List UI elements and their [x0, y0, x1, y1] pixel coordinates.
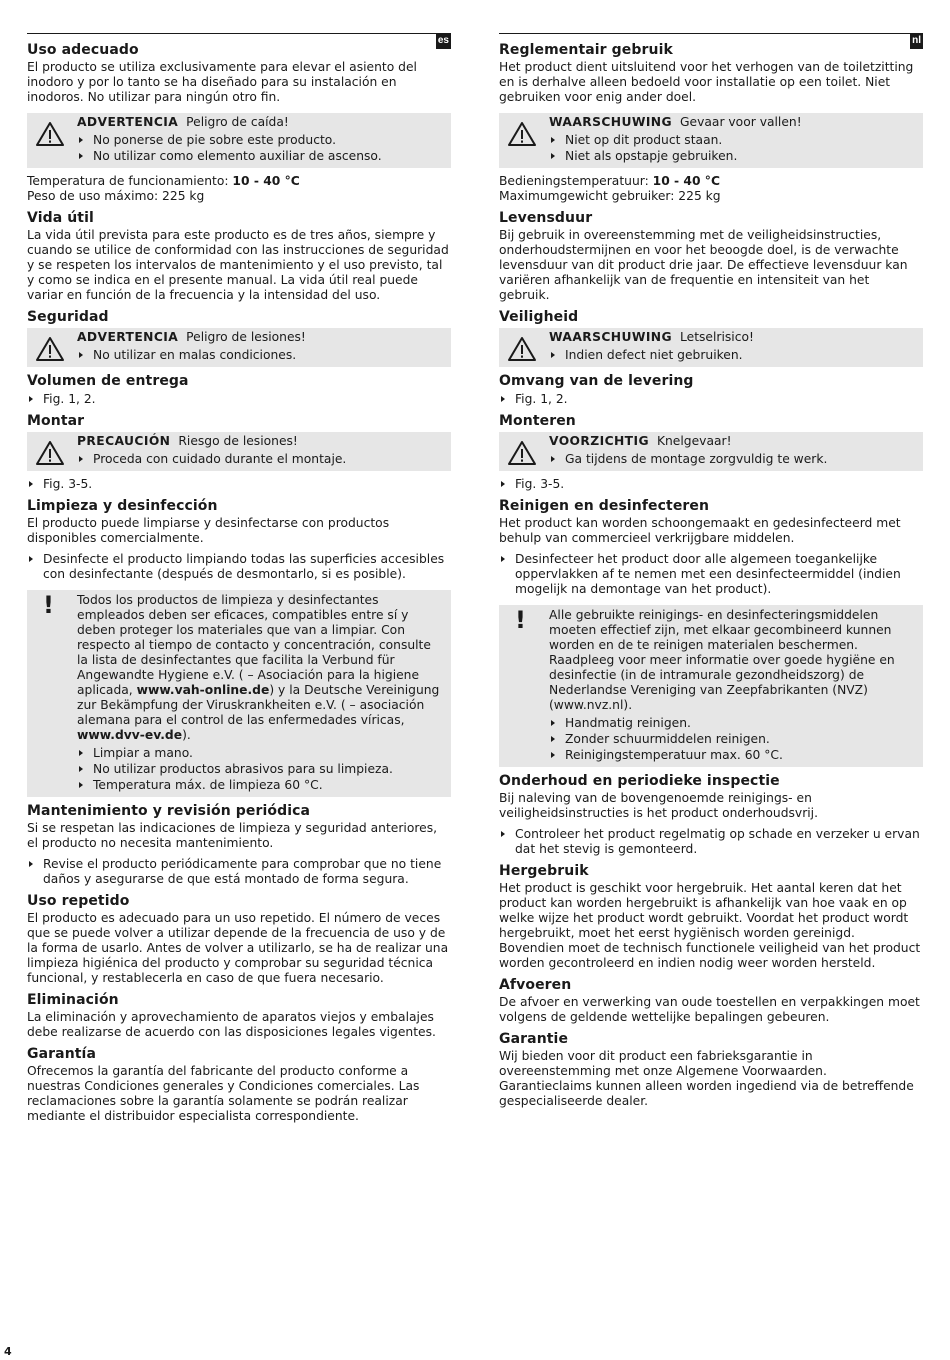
signal-word: ADVERTENCIA	[77, 330, 179, 344]
section-title: Reinigen en desinfecteren	[499, 498, 710, 514]
list-item: Fig. 1, 2.	[27, 392, 451, 407]
list-item: Desinfecteer het product door alle algemeen toegankelijke oppervlakken af te nemen met een desinfecteermiddel (indien mogelijk na demontage van het product).	[499, 552, 923, 597]
warning-message: Peligro de caída!	[186, 115, 289, 129]
warning-triangle-icon	[507, 121, 537, 147]
warning-triangle-icon	[35, 336, 65, 362]
note-text: Todos los productos de limpieza y desinfectantes empleados deben ser eficaces, compatibles entre sí y deben proteger los materiales que van a limpiar. Con respecto al tiempo de contacto y concentración, consulte la lista de desinfectantes que facilita la Verbund für Angewandte Hygiene e.V. ( – Asociación para la higiene aplicada, www.vah-online.de) y la Deutsche Vereinigung zur Bekämpfung der Viruskrankheiten e.V. ( – asociación alemana para el control de las enfermedades víricas, www.dvv-ev.de).	[77, 593, 440, 742]
section-text: De afvoer en verwerking van oude toestellen en verpakkingen moet volgens de geldende wettelijke bepalingen gebeuren.	[499, 995, 920, 1024]
column-es	[27, 33, 451, 1124]
section-text: La vida útil prevista para este producto es de tres años, siempre y cuando se utilice de conformidad con las instrucciones de seguridad y se respeten los intervalos de mantenimiento y el uso previsto, tal y como se indica en el presente manual. La vida útil real puede variar en función de la frecuencia y la intensidad del uso.	[27, 228, 449, 302]
warning-triangle-icon	[35, 121, 65, 147]
section-text: El producto se utiliza exclusivamente para elevar el asiento del inodoro y por lo tanto se ha diseñado para su instalación en inodoros. No utilizar para ningún otro fin.	[27, 60, 417, 104]
section-text: El producto puede limpiarse y desinfectarse con productos disponibles comercialmente.	[27, 516, 390, 545]
list-item: Fig. 1, 2.	[499, 392, 923, 407]
list-item: Fig. 3-5.	[499, 477, 923, 492]
section-title: Hergebruik	[499, 863, 589, 879]
section-title: Reglementair gebruik	[499, 42, 673, 58]
exclamation-icon: !	[515, 606, 526, 634]
note-text: Alle gebruikte reinigings- en desinfecteringsmiddelen moeten effectief zijn, met elkaar gecombineerd kunnen worden en de te reinigen materialen beschermen. Raadpleeg voor meer informatie over goede hygiëne en desinfectie (in de intramurale gezondheidszorg) de Nederlandse Vereniging van Zeepfabrikanten (NVZ) (www.nvz.nl).	[549, 608, 895, 712]
language-tag: nl	[910, 33, 923, 49]
max-weight: Peso de uso máximo: 225 kg	[27, 189, 205, 203]
section-title: Uso adecuado	[27, 42, 139, 58]
list-item: No ponerse de pie sobre este producto.	[77, 133, 445, 148]
warning-box	[27, 432, 451, 471]
section-title: Omvang van de levering	[499, 373, 694, 389]
list-item: No utilizar productos abrasivos para su limpieza.	[77, 762, 445, 777]
page-number: 4	[4, 1345, 12, 1358]
section-title: Volumen de entrega	[27, 373, 189, 389]
section-title: Garantie	[499, 1031, 569, 1047]
section-text: Bij naleving van de bovengenoemde reinigings- en veiligheidsinstructies is het product onderhoudsvrij.	[499, 791, 819, 820]
warning-triangle-icon	[507, 440, 537, 466]
warning-triangle-icon	[35, 440, 65, 466]
section-title: Garantía	[27, 1046, 96, 1062]
list-item: Niet als opstapje gebruiken.	[549, 149, 917, 164]
section-title: Afvoeren	[499, 977, 572, 993]
list-item: Reinigingstemperatuur max. 60 °C.	[549, 748, 917, 763]
warning-box	[27, 113, 451, 168]
list-item: No utilizar en malas condiciones.	[77, 348, 445, 363]
warning-message: Knelgevaar!	[656, 434, 732, 448]
section-text: El producto es adecuado para un uso repetido. El número de veces que se puede volver a utilizar depende de la frecuencia de uso y de la forma de usarlo. Antes de volver a utilizarlo, se ha de realizar una limpieza higiénica del producto y comprobar su seguridad técnica funcional, y restablecerla en caso de que fuera necesario.	[27, 911, 449, 985]
operating-temperature: Bedieningstemperatuur: 10 - 40 °C	[499, 174, 720, 188]
exclamation-icon: !	[43, 591, 54, 619]
list-item: Zonder schuurmiddelen reinigen.	[549, 732, 917, 747]
section-title: Uso repetido	[27, 893, 130, 909]
warning-message: Peligro de lesiones!	[186, 330, 306, 344]
warning-message: Gevaar voor vallen!	[680, 115, 802, 129]
signal-word: WAARSCHUWING	[549, 330, 672, 344]
section-title: Veiligheid	[499, 309, 579, 325]
section-title: Levensduur	[499, 210, 593, 226]
section-text: Het product kan worden schoongemaakt en gedesinfecteerd met behulp van commercieel verkrijgbare middelen.	[499, 516, 901, 545]
operating-temperature: Temperatura de funcionamiento: 10 - 40 °C	[27, 174, 300, 188]
section-title: Eliminación	[27, 992, 119, 1008]
section-title: Onderhoud en periodieke inspectie	[499, 773, 780, 789]
section-title: Seguridad	[27, 309, 109, 325]
warning-box	[27, 328, 451, 367]
signal-word: PRECAUCIÓN	[77, 434, 171, 448]
list-item: Fig. 3-5.	[27, 477, 451, 492]
section-text: Si se respetan las indicaciones de limpieza y seguridad anteriores, el producto no necesita mantenimiento.	[27, 821, 438, 850]
section-text: Ofrecemos la garantía del fabricante del producto conforme a nuestras Condiciones generales y Condiciones comerciales. Las reclamaciones sobre la garantía solamente se podrán realizar mediante el distribuidor especialista correspondiente.	[27, 1064, 420, 1123]
list-item: Niet op dit product staan.	[549, 133, 917, 148]
list-item: Handmatig reinigen.	[549, 716, 917, 731]
warning-message: Letselrisico!	[680, 330, 754, 344]
note-box	[499, 605, 923, 767]
list-item: Temperatura máx. de limpieza 60 °C.	[77, 778, 445, 793]
list-item: Indien defect niet gebruiken.	[549, 348, 917, 363]
section-title: Montar	[27, 413, 85, 429]
section-text: La eliminación y aprovechamiento de aparatos viejos y embalajes debe realizarse de acuerdo con las disposiciones legales vigentes.	[27, 1010, 436, 1039]
section-title: Monteren	[499, 413, 576, 429]
list-item: Proceda con cuidado durante el montaje.	[77, 452, 445, 467]
note-box	[27, 590, 451, 797]
section-title: Mantenimiento y revisión periódica	[27, 803, 311, 819]
signal-word: ADVERTENCIA	[77, 115, 179, 129]
signal-word: VOORZICHTIG	[549, 434, 649, 448]
section-text: Wij bieden voor dit product een fabrieksgarantie in overeenstemming met onze Algemene Voorwaarden. Garantieclaims kunnen alleen worden ingediend via de betreffende gespecialiseerde dealer.	[499, 1049, 914, 1108]
signal-word: WAARSCHUWING	[549, 115, 672, 129]
section-text: Het product dient uitsluitend voor het verhogen van de toiletzitting en is derhalve alleen bedoeld voor installatie op een toilet. Niet gebruiken voor enig ander doel.	[499, 60, 914, 104]
list-item: Ga tijdens de montage zorgvuldig te werk.	[549, 452, 917, 467]
warning-message: Riesgo de lesiones!	[178, 434, 298, 448]
list-item: No utilizar como elemento auxiliar de ascenso.	[77, 149, 445, 164]
warning-box	[499, 113, 923, 168]
warning-box	[499, 328, 923, 367]
list-item: Limpiar a mano.	[77, 746, 445, 761]
section-text: Het product is geschikt voor hergebruik. Het aantal keren dat het product kan worden hergebruikt is afhankelijk van hoe vaak en op welke wijze het product wordt gebruikt. Voordat het product wordt hergebruikt, moet het eerst hygiënisch worden gereinigd. Bovendien moet de technisch functionele veiligheid van het product worden gecontroleerd en indien nodig weer worden hersteld.	[499, 881, 921, 970]
list-item: Desinfecte el producto limpiando todas las superficies accesibles con desinfectante (después de desmontarlo, si es posible).	[27, 552, 451, 582]
section-text: Bij gebruik in overeenstemming met de veiligheidsinstructies, onderhoudstermijnen en voor het beoogde doel, is de verwachte levensduur van dit product drie jaar. De effectieve levensduur kan variëren afhankelijk van de frequentie en intensiteit van het gebruik.	[499, 228, 908, 302]
column-nl	[499, 33, 923, 1109]
language-tag: es	[436, 33, 451, 49]
section-title: Limpieza y desinfección	[27, 498, 218, 514]
max-weight: Maximumgewicht gebruiker: 225 kg	[499, 189, 721, 203]
warning-box	[499, 432, 923, 471]
list-item: Revise el producto periódicamente para comprobar que no tiene daños y asegurarse de que está montado de forma segura.	[27, 857, 451, 887]
section-title: Vida útil	[27, 210, 94, 226]
list-item: Controleer het product regelmatig op schade en verzeker u ervan dat het stevig is gemonteerd.	[499, 827, 923, 857]
warning-triangle-icon	[507, 336, 537, 362]
